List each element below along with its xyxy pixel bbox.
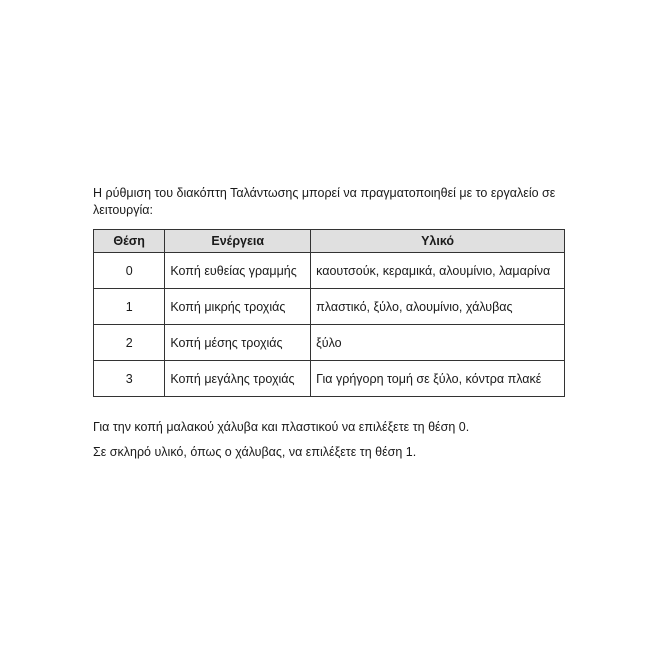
intro-paragraph: Η ρύθμιση του διακόπτη Ταλάντωσης μπορεί να πραγματοποιηθεί με το εργαλείο σε λειτουργία: (93, 186, 556, 217)
table-row (94, 361, 565, 397)
cell-material: καουτσούκ, κεραμικά, αλουμίνιο, λαμαρίνα (311, 253, 565, 289)
header-material: Υλικό (311, 230, 565, 253)
cell-action: Κοπή μεγάλης τροχιάς (165, 361, 311, 397)
cell-position: 3 (94, 361, 165, 397)
table-row (94, 253, 565, 289)
cell-position: 0 (94, 253, 165, 289)
note-mild-steel-plastic: Για την κοπή μαλακού χάλυβα και πλαστικού να επιλέξετε τη θέση 0. (93, 420, 470, 434)
cell-position: 2 (94, 325, 165, 361)
header-position: Θέση (94, 230, 165, 253)
oscillation-settings-table (93, 229, 565, 397)
table-header-row (94, 230, 565, 253)
note-hard-material: Σε σκληρό υλικό, όπως ο χάλυβας, να επιλέξετε τη θέση 1. (93, 445, 417, 459)
cell-action: Κοπή μικρής τροχιάς (165, 289, 311, 325)
document-content (93, 185, 573, 461)
header-action: Ενέργεια (165, 230, 311, 253)
cell-material: ξύλο (311, 325, 565, 361)
table-row (94, 325, 565, 361)
cell-position: 1 (94, 289, 165, 325)
table-row (94, 289, 565, 325)
cell-material: πλαστικό, ξύλο, αλουμίνιο, χάλυβας (311, 289, 565, 325)
cell-action: Κοπή μέσης τροχιάς (165, 325, 311, 361)
cell-material: Για γρήγορη τομή σε ξύλο, κόντρα πλακέ (311, 361, 565, 397)
cell-action: Κοπή ευθείας γραμμής (165, 253, 311, 289)
